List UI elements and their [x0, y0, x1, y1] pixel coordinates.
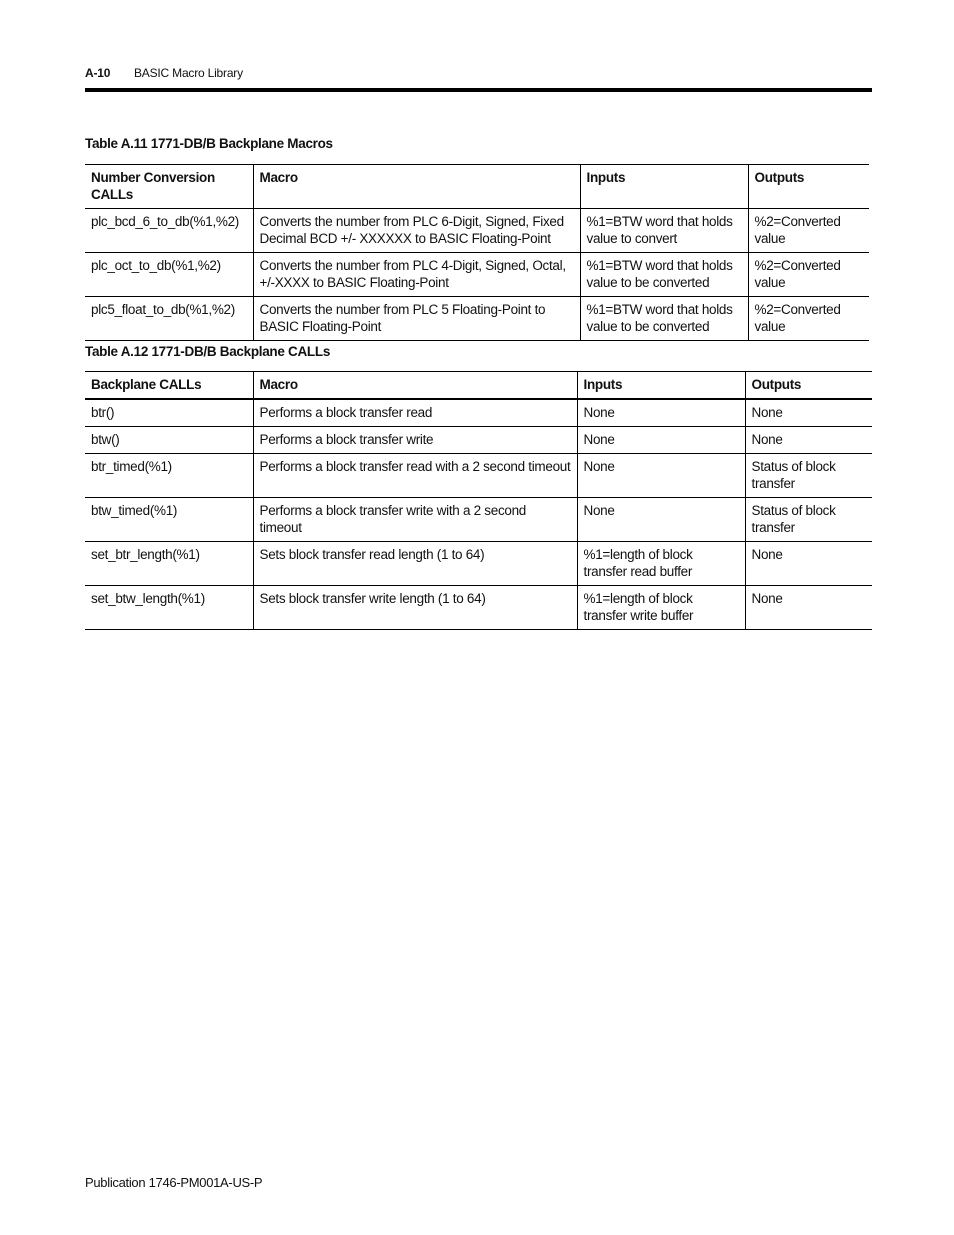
column-header: Backplane CALLs	[85, 372, 253, 400]
table-cell: %1=length of block transfer read buffer	[577, 542, 745, 586]
table-row	[85, 586, 872, 630]
table-cell: None	[577, 454, 745, 498]
table-cell: %1=BTW word that holds value to be converted	[580, 297, 748, 341]
table-row	[85, 253, 869, 297]
table-cell: %1=length of block transfer write buffer	[577, 586, 745, 630]
page-header	[85, 66, 872, 94]
header-rule	[85, 88, 872, 92]
table-cell: Performs a block transfer read with a 2 second timeout	[253, 454, 577, 498]
table-cell: plc_oct_to_db(%1,%2)	[85, 253, 253, 297]
table-cell: Converts the number from PLC 6-Digit, Signed, Fixed Decimal BCD +/- XXXXXX to BASIC Floating-Point	[253, 209, 580, 253]
table-cell: None	[745, 399, 872, 427]
table-cell: %1=BTW word that holds value to be converted	[580, 253, 748, 297]
column-header: Inputs	[580, 165, 748, 209]
table2-caption: Table A.12 1771-DB/B Backplane CALLs	[85, 344, 331, 359]
table-row	[85, 297, 869, 341]
backplane-macros-table	[85, 164, 869, 341]
column-header: Number Conversion CALLs	[85, 165, 253, 209]
table-cell: %1=BTW word that holds value to convert	[580, 209, 748, 253]
table-cell: plc5_float_to_db(%1,%2)	[85, 297, 253, 341]
table-row	[85, 427, 872, 454]
table-cell: %2=Converted value	[748, 209, 869, 253]
column-header: Macro	[253, 372, 577, 400]
table-cell: Converts the number from PLC 4-Digit, Signed, Octal, +/-XXXX to BASIC Floating-Point	[253, 253, 580, 297]
table1-caption: Table A.11 1771-DB/B Backplane Macros	[85, 136, 333, 151]
table-cell: None	[745, 586, 872, 630]
column-header: Outputs	[748, 165, 869, 209]
table-cell: set_btr_length(%1)	[85, 542, 253, 586]
table-cell: set_btw_length(%1)	[85, 586, 253, 630]
table-cell: Status of block transfer	[745, 454, 872, 498]
table-cell: plc_bcd_6_to_db(%1,%2)	[85, 209, 253, 253]
table-header-row	[85, 372, 872, 400]
table-cell: Performs a block transfer read	[253, 399, 577, 427]
table-cell: Converts the number from PLC 5 Floating-Point to BASIC Floating-Point	[253, 297, 580, 341]
table-header-row	[85, 165, 869, 209]
table-cell: Status of block transfer	[745, 498, 872, 542]
table-cell: btw_timed(%1)	[85, 498, 253, 542]
publication-footer: Publication 1746-PM001A-US-P	[85, 1175, 263, 1190]
table-cell: None	[577, 427, 745, 454]
table-cell: btw()	[85, 427, 253, 454]
table-cell: btr()	[85, 399, 253, 427]
table-row	[85, 209, 869, 253]
section-title: BASIC Macro Library	[134, 66, 243, 80]
table-cell: Performs a block transfer write	[253, 427, 577, 454]
table-cell: None	[577, 498, 745, 542]
table-cell: None	[745, 427, 872, 454]
table-cell: None	[745, 542, 872, 586]
column-header: Outputs	[745, 372, 872, 400]
table-row	[85, 454, 872, 498]
table-cell: btr_timed(%1)	[85, 454, 253, 498]
table-row	[85, 498, 872, 542]
table-cell: %2=Converted value	[748, 253, 869, 297]
page-number: A-10	[85, 66, 111, 80]
table-cell: %2=Converted value	[748, 297, 869, 341]
table-cell: Sets block transfer read length (1 to 64)	[253, 542, 577, 586]
table-row	[85, 399, 872, 427]
table-cell: Performs a block transfer write with a 2 second timeout	[253, 498, 577, 542]
table-cell: None	[577, 399, 745, 427]
backplane-calls-table	[85, 371, 872, 630]
table-cell: Sets block transfer write length (1 to 64)	[253, 586, 577, 630]
column-header: Macro	[253, 165, 580, 209]
table-row	[85, 542, 872, 586]
column-header: Inputs	[577, 372, 745, 400]
